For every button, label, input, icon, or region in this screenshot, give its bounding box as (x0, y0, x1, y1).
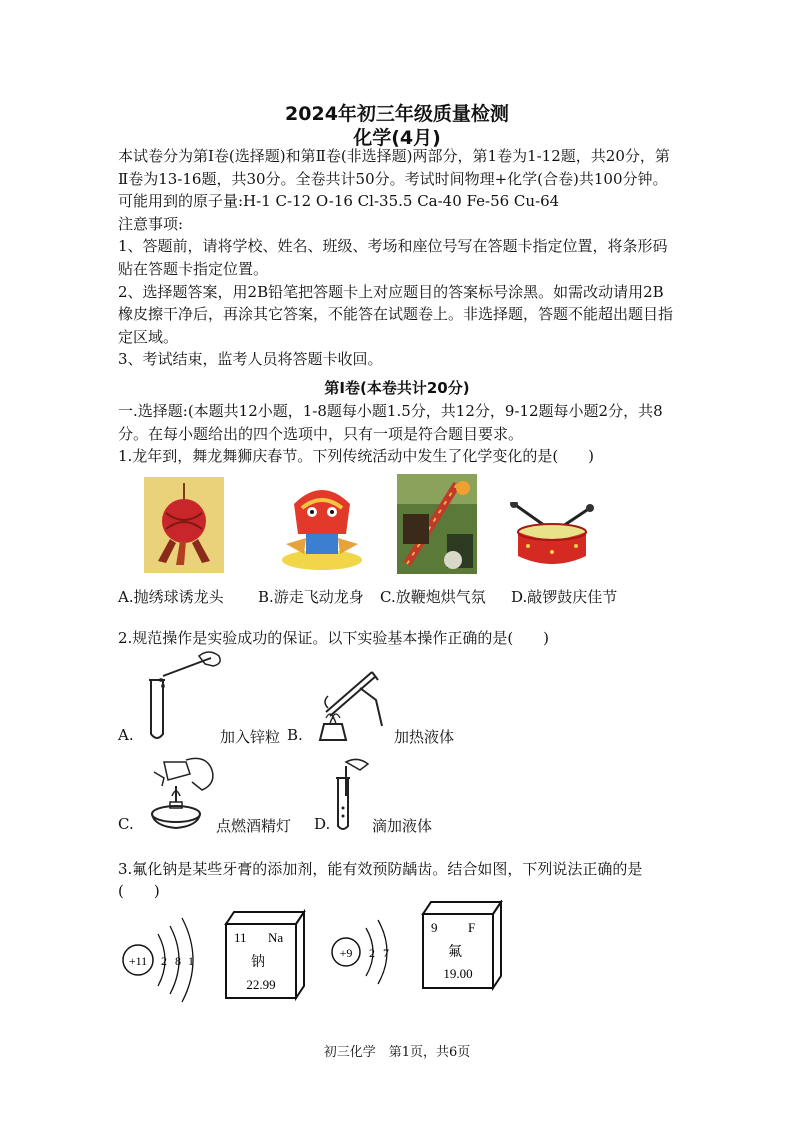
note-1: 1、答题前，请将学校、姓名、班级、考场和座位号写在答题卡指定位置，将条形码贴在答题卡指定位置。 (118, 237, 668, 278)
sodium-name: 钠 (251, 954, 265, 970)
exam-title: 2024年初三年级质量检测 (285, 103, 509, 125)
sodium-symbol: Na (268, 930, 284, 945)
sodium-shell-2: 8 (175, 954, 181, 968)
instructions-text: 一.选择题:(本题共12小题，1-8题每小题1.5分，共12分，9-12题每小题2分，共8分。在每小题给出的四个选项中，只有一项是符合题目要求。 (118, 402, 663, 443)
note-3: 3、考试结束，监考人员将答题卡收回。 (118, 350, 383, 369)
q1-stem: 1.龙年到，舞龙舞狮庆春节。下列传统活动中发生了化学变化的是( ) (118, 447, 595, 466)
q2-option-d-letter: D. (314, 815, 331, 833)
atomic-masses: 可能用到的原子量:H-1 C-12 O-16 Cl-35.5 Ca-40 Fe-56 Cu-64 (118, 192, 560, 211)
fluorine-nucleus-label: +9 (339, 946, 353, 960)
sodium-shell-1: 2 (161, 954, 167, 968)
page-footer: 初三化学 第1页，共6页 (323, 1045, 471, 1060)
q1-option-a: A.抛绣球诱龙头 (118, 588, 224, 606)
q2-option-c-text: 点燃酒精灯 (216, 817, 292, 835)
q2-option-b-letter: B. (287, 726, 303, 744)
fluorine-atomic-number: 9 (431, 920, 438, 935)
intro-block (118, 145, 678, 371)
q2-option-d-text: 滴加液体 (372, 817, 433, 835)
q2-stem: 2.规范操作是实验成功的保证。以下实验基本操作正确的是( ) (118, 629, 550, 647)
q2-option-a-text: 加入锌粒 (220, 728, 281, 746)
q1-option-d: D.敲锣鼓庆佳节 (511, 588, 618, 606)
q3-stem-line-1: 3.氟化钠是某些牙膏的添加剂，能有效预防龋齿。结合如图，下列说法正确的是 (118, 860, 643, 878)
q2-option-c-letter: C. (118, 815, 134, 833)
notes-title: 注意事项: (118, 214, 184, 233)
adding-zinc-image (145, 650, 225, 742)
atom-structure-figure (118, 900, 518, 1010)
q2-option-a-letter: A. (118, 726, 134, 744)
fluorine-shell-2: 7 (383, 946, 389, 960)
sodium-atomic-mass: 22.99 (246, 977, 276, 992)
fluorine-name: 氟 (448, 944, 462, 960)
heating-liquid-image (316, 662, 392, 746)
fluorine-atomic-mass: 19.00 (443, 966, 473, 981)
section-title: 第Ⅰ卷(本卷共计20分) (324, 379, 470, 397)
fluorine-shell-1: 2 (369, 946, 375, 960)
firecracker-image (397, 474, 477, 574)
dragon-dance-image (276, 474, 368, 574)
exam-subtitle: 化学(4月) (353, 127, 441, 149)
q1-option-b: B.游走飞动龙身 (258, 588, 364, 606)
q2-option-b-text: 加热液体 (394, 728, 455, 746)
dropping-liquid-image (332, 756, 372, 832)
alcohol-lamp-image (146, 756, 218, 830)
note-2: 2、选择题答案，用2B铅笔把答题卡上对应题目的答案标号涂黑。如需改动请用2B橡皮擦干净后，再涂其它答案，不能答在试题卷上。非选择题，答题不能超出题目指定区域。 (118, 282, 674, 346)
section-instructions (118, 400, 678, 468)
q1-option-c: C.放鞭炮烘气氛 (380, 588, 486, 606)
embroidered-ball-image (144, 477, 224, 573)
sodium-atomic-number: 11 (234, 930, 247, 945)
fluorine-symbol: F (468, 920, 476, 935)
drum-image (506, 502, 598, 572)
sodium-nucleus-label: +11 (128, 954, 148, 968)
sodium-shell-3: 1 (188, 954, 194, 968)
intro-paragraph: 本试卷分为第Ⅰ卷(选择题)和第Ⅱ卷(非选择题)两部分，第1卷为1-12题，共20分，第Ⅱ卷为13-16题，共30分。全卷共计50分。考试时间物理+化学(合卷)共100分钟。 (118, 147, 670, 188)
q3-stem-line-2: ( ) (118, 882, 160, 900)
